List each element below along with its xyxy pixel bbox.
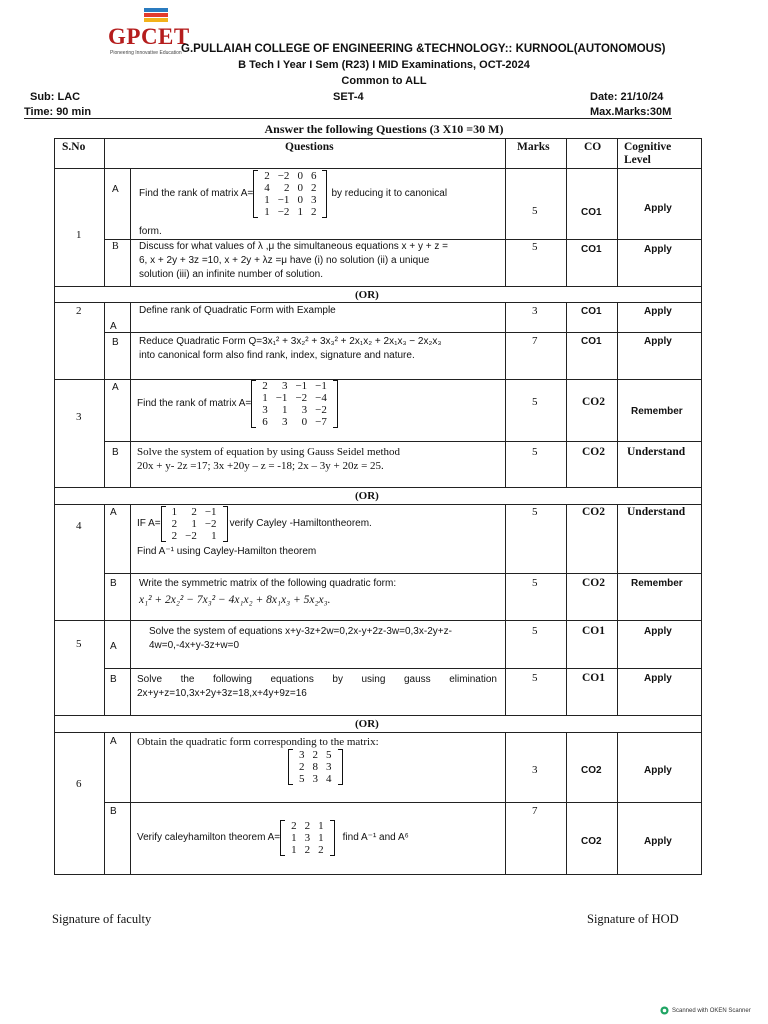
matrix-cell: 3: [312, 773, 318, 785]
level-value: Apply: [644, 244, 672, 255]
matrix-cell: 3: [281, 380, 288, 392]
matrix-table: [260, 170, 320, 218]
header-co: CO: [584, 141, 602, 153]
table-border: [54, 138, 702, 139]
sno-3: 3: [76, 411, 82, 423]
matrix-cell: 3: [281, 416, 288, 428]
col-line: [566, 504, 567, 715]
question-text: IF A=: [137, 518, 161, 529]
matrix-cell: 2: [312, 749, 318, 761]
matrix-cell: 3: [299, 749, 305, 761]
or-label: (OR): [355, 718, 379, 730]
question-line: Solve the system of equations x+y-3z+2w=0,2x-y+2z-3w=0,3x-2y+z-: [149, 626, 452, 637]
co-value: CO2: [581, 765, 602, 776]
level-value: Remember: [631, 578, 683, 589]
level-value: Apply: [644, 673, 672, 684]
question-text: by reducing it to canonical: [331, 188, 448, 199]
col-line: [130, 732, 131, 875]
question-line: 4w=0,-4x+y-3z+w=0: [149, 640, 240, 651]
co-value: CO2: [582, 446, 605, 458]
matrix: [288, 749, 343, 785]
co-value: CO2: [582, 506, 605, 518]
col-line: [617, 504, 618, 715]
question-text: form.: [139, 226, 162, 237]
question-text: Verify caleyhamilton theorem A=: [137, 832, 281, 843]
row-line: [54, 715, 702, 716]
part-label: B: [112, 447, 119, 458]
row-line: [104, 668, 702, 669]
or-label: (OR): [355, 289, 379, 301]
level-value: Apply: [644, 203, 672, 214]
matrix-cell: −1: [275, 392, 288, 404]
question-2b: [139, 335, 441, 363]
matrix-cell: −2: [277, 206, 290, 218]
matrix-cell: −2: [277, 170, 290, 182]
set-label: SET-4: [333, 91, 364, 103]
common-label: Common to ALL: [341, 75, 427, 87]
matrix-cell: 2: [191, 506, 197, 518]
matrix-cell: −2: [185, 530, 197, 542]
question-line: Reduce Quadratic Form Q=3x₁² + 3x₂² + 3x₃² + 2x₁x₂ + 2x₁x₃ − 2x₂x₃: [139, 336, 442, 347]
level-value: Remember: [631, 406, 683, 417]
matrix-cell: 2: [310, 206, 317, 218]
matrix-cell: 3: [326, 761, 332, 773]
level-value: Understand: [627, 506, 686, 518]
matrix: [253, 170, 327, 218]
marks-value: 5: [532, 446, 538, 458]
exam-time: Time: 90 min: [24, 106, 92, 118]
matrix-cell: −2: [315, 404, 327, 416]
matrix-cell: −1: [295, 380, 308, 392]
part-label: B: [110, 674, 117, 685]
matrix: [280, 820, 335, 856]
col-line: [505, 732, 506, 875]
co-value: CO2: [581, 836, 602, 847]
matrix-cell: 5: [299, 773, 305, 785]
matrix-cell: 3: [301, 404, 308, 416]
row-line: [104, 802, 702, 803]
matrix-table: [295, 749, 336, 785]
co-value: CO2: [582, 577, 605, 589]
co-value: CO1: [581, 207, 602, 218]
col-line: [617, 732, 618, 875]
matrix-table: [287, 820, 328, 856]
level-value: Understand: [627, 446, 686, 458]
co-value: CO2: [582, 396, 605, 408]
marks-value: 5: [532, 506, 538, 518]
co-value: CO1: [581, 306, 602, 317]
or-label: (OR): [355, 490, 379, 502]
row-line: [54, 504, 702, 505]
question-6a: Obtain the quadratic form corresponding to the matrix:: [137, 736, 379, 748]
row-line: [54, 732, 702, 733]
matrix-cell: −2: [295, 392, 308, 404]
level-value: Apply: [644, 626, 672, 637]
part-label: A: [112, 184, 119, 195]
header-cognitive-line1: Cognitive: [624, 141, 672, 153]
matrix-cell: 2: [304, 844, 311, 856]
level-value: Apply: [644, 306, 672, 317]
matrix-cell: 3: [310, 194, 317, 206]
subject: Sub: LAC: [30, 91, 81, 103]
matrix-cell: −1: [204, 506, 217, 518]
question-line: Solve the system of equation by using Gauss Seidel method: [137, 446, 401, 458]
question-text: Find the rank of matrix A=: [139, 188, 254, 199]
col-line: [104, 732, 105, 875]
header-cognitive-line2: Level: [624, 154, 651, 166]
matrix-cell: 2: [262, 380, 268, 392]
col-line: [617, 138, 618, 286]
matrix-cell: −7: [315, 416, 327, 428]
part-label: A: [110, 641, 117, 652]
question-6b: [137, 820, 409, 856]
table-border: [54, 138, 55, 875]
question-1b: [139, 240, 448, 282]
col-line: [617, 302, 618, 487]
co-value: CO1: [582, 672, 605, 684]
matrix-cell: 3: [304, 832, 311, 844]
question-line: Solve the following equations by using gauss elimination: [137, 674, 497, 685]
matrix-cell: 1: [191, 518, 197, 530]
matrix: [251, 380, 338, 428]
matrix-table: [258, 380, 331, 428]
question-4b: [139, 577, 396, 609]
header-questions: Questions: [285, 141, 334, 153]
marks-value: 7: [532, 335, 538, 347]
scanner-text: Scanned with OKEN Scanner: [672, 1007, 751, 1014]
question-line: x₁² + 2x₂² − 7x₃² − 4x₁x₂ + 8x₁x₃ + 5x₂x₃.: [139, 594, 331, 606]
row-line: [104, 573, 702, 574]
part-label: A: [112, 382, 119, 393]
table-border: [701, 138, 702, 875]
col-line: [104, 138, 105, 286]
col-line: [566, 138, 567, 286]
question-3b: [137, 445, 400, 473]
matrix-cell: 6: [310, 170, 317, 182]
matrix-cell: 1: [297, 206, 303, 218]
level-value: Apply: [644, 336, 672, 347]
question-line: into canonical form also find rank, index, signature and nature.: [139, 350, 415, 361]
hod-signature: Signature of HOD: [587, 912, 679, 926]
matrix-cell: 6: [262, 416, 268, 428]
question-line: Discuss for what values of λ ,μ the simultaneous equations x + y + z =: [139, 241, 448, 252]
col-line: [104, 302, 105, 487]
question-line: Write the symmetric matrix of the following quadratic form:: [139, 578, 397, 589]
matrix-cell: 1: [281, 404, 288, 416]
matrix-cell: 1: [318, 832, 324, 844]
matrix-cell: 2: [299, 761, 305, 773]
question-5a: [149, 625, 452, 653]
table-border: [54, 168, 702, 169]
part-label: B: [110, 806, 117, 817]
part-label: A: [110, 507, 117, 518]
max-marks: Max.Marks:30M: [590, 106, 672, 118]
sno-6: 6: [76, 778, 82, 790]
matrix: [161, 506, 228, 542]
exam-date: Date: 21/10/24: [590, 91, 664, 103]
faculty-signature: Signature of faculty: [52, 912, 152, 926]
col-line: [566, 302, 567, 487]
matrix-cell: −4: [315, 392, 327, 404]
college-name: G.PULLAIAH COLLEGE OF ENGINEERING &TECHNOLOGY:: KURNOOL(AUTONOMOUS): [181, 43, 666, 55]
matrix-cell: 2: [291, 820, 297, 832]
matrix-cell: 1: [264, 206, 270, 218]
part-label: A: [110, 321, 117, 332]
matrix-cell: 4: [326, 773, 332, 785]
matrix-cell: 1: [291, 832, 297, 844]
table-border: [54, 874, 702, 875]
question-text: Find the rank of matrix A=: [137, 398, 252, 409]
matrix-cell: −2: [204, 518, 217, 530]
matrix-cell: −1: [315, 380, 327, 392]
matrix-cell: 1: [291, 844, 297, 856]
sno-4: 4: [76, 520, 82, 532]
col-line: [505, 138, 506, 286]
matrix-cell: 2: [171, 530, 178, 542]
col-line: [130, 168, 131, 286]
matrix-table: [168, 506, 221, 542]
header-cognitive: [624, 141, 671, 167]
matrix-cell: 0: [297, 182, 303, 194]
question-line: 6, x + 2y + 3z =10, x + 2y + λz =μ have (i) no solution (ii) a unique: [139, 255, 430, 266]
part-label: B: [112, 337, 119, 348]
col-line: [566, 732, 567, 875]
level-value: Apply: [644, 836, 672, 847]
scanner-icon: [660, 1006, 669, 1015]
matrix-cell: 8: [312, 761, 318, 773]
row-line: [104, 441, 702, 442]
logo-tagline: Pioneering Innovative Education: [110, 50, 182, 56]
co-value: CO1: [581, 336, 602, 347]
matrix-cell: 0: [297, 170, 303, 182]
col-line: [505, 302, 506, 487]
matrix-cell: −1: [277, 194, 290, 206]
matrix-cell: 1: [318, 820, 324, 832]
row-line: [54, 286, 702, 287]
marks-value: 3: [532, 764, 538, 776]
matrix-cell: 3: [262, 404, 268, 416]
logo-text: GPCET: [108, 24, 190, 49]
scanner-watermark: [660, 1006, 751, 1015]
level-value: Apply: [644, 765, 672, 776]
row-line: [104, 332, 702, 333]
question-line: solution (iii) an infinite number of solution.: [139, 269, 323, 280]
matrix-cell: 0: [297, 194, 303, 206]
marks-value: 7: [532, 805, 538, 817]
matrix-cell: 2: [318, 844, 324, 856]
co-value: CO1: [582, 625, 605, 637]
sno-1: 1: [76, 229, 82, 241]
question-5b: [137, 673, 497, 701]
matrix-cell: 1: [262, 392, 268, 404]
matrix-cell: 1: [264, 194, 270, 206]
marks-value: 5: [532, 205, 538, 217]
sno-2: 2: [76, 305, 82, 317]
marks-value: 5: [532, 241, 538, 253]
row-line: [54, 620, 702, 621]
col-line: [505, 504, 506, 715]
matrix-cell: 1: [211, 530, 217, 542]
question-line: 20x + y- 2z =17; 3x +20y – z = -18; 2x – 3y + 20z = 25.: [137, 460, 384, 472]
question-text: Find A⁻¹ using Cayley-Hamilton theorem: [137, 546, 317, 557]
col-line: [130, 504, 131, 715]
question-2a: Define rank of Quadratic Form with Example: [139, 305, 336, 316]
header-marks: Marks: [517, 141, 550, 153]
matrix-cell: 2: [310, 182, 317, 194]
header-sno: S.No: [62, 141, 86, 153]
matrix-cell: 5: [326, 749, 332, 761]
question-text: verify Cayley -Hamiltontheorem.: [229, 518, 372, 529]
question-line: 2x+y+z=10,3x+2y+3z=18,x+4y+9z=16: [137, 688, 307, 699]
exam-title: B Tech I Year I Sem (R23) I MID Examinations, OCT-2024: [238, 59, 530, 71]
co-value: CO1: [581, 244, 602, 255]
question-3a: [137, 380, 338, 428]
instruction: Answer the following Questions (3 X10 =30 M): [264, 122, 504, 136]
question-1a: [139, 170, 447, 218]
marks-value: 3: [532, 305, 538, 317]
matrix-cell: 4: [264, 182, 270, 194]
part-label: B: [110, 578, 117, 589]
col-line: [104, 504, 105, 715]
marks-value: 5: [532, 577, 538, 589]
marks-value: 5: [532, 625, 538, 637]
matrix-cell: 2: [283, 182, 290, 194]
question-text: find A⁻¹ and A⁶: [342, 832, 409, 843]
marks-value: 5: [532, 672, 538, 684]
matrix-cell: 0: [301, 416, 308, 428]
row-line: [54, 302, 702, 303]
part-label: A: [110, 736, 117, 747]
sno-5: 5: [76, 638, 82, 650]
matrix-cell: 2: [264, 170, 270, 182]
matrix-cell: 1: [171, 506, 178, 518]
matrix-cell: 2: [304, 820, 311, 832]
matrix-cell: 2: [171, 518, 178, 530]
col-line: [130, 302, 131, 487]
part-label: B: [112, 241, 119, 252]
marks-value: 5: [532, 396, 538, 408]
row-line: [54, 487, 702, 488]
question-4a: [137, 506, 372, 542]
